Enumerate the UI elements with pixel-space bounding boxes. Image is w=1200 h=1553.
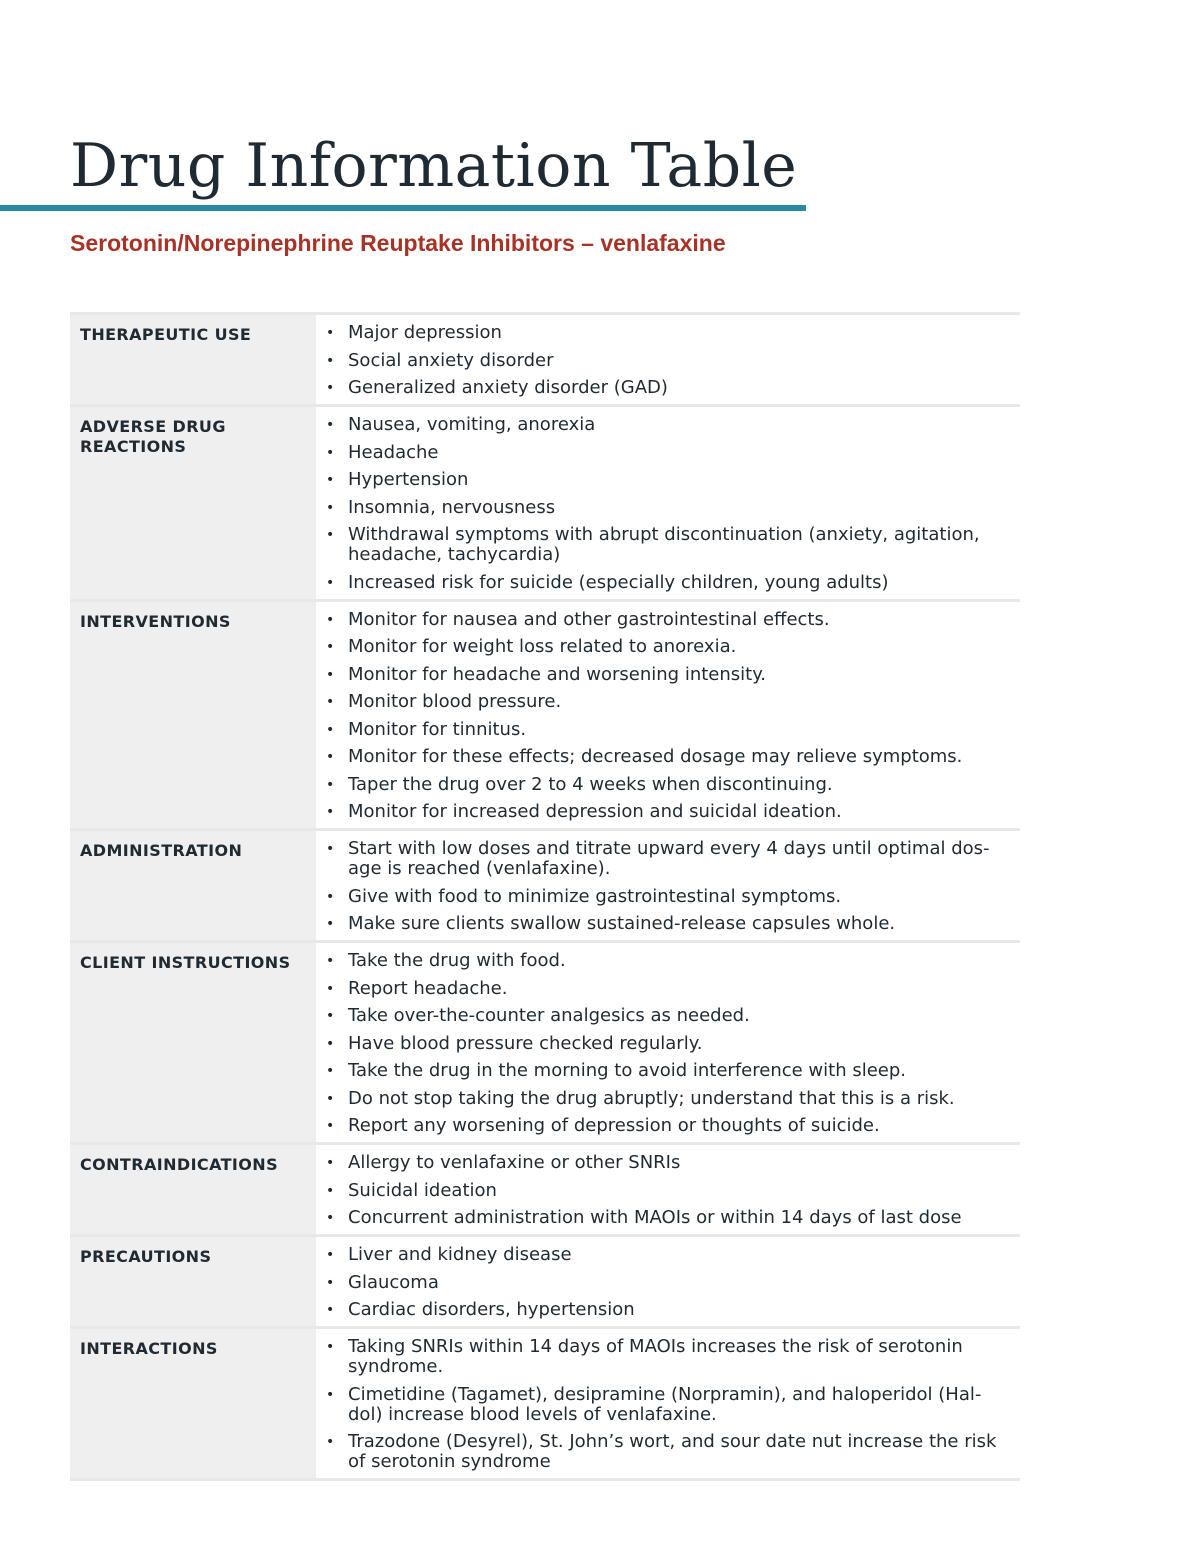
bullet-list	[326, 415, 1004, 593]
list-item: • Start with low doses and titrate upward every 4 days until optimal dos-age is reached (venlafaxine).	[326, 839, 1004, 879]
list-item: • Increased risk for suicide (especially children, young adults)	[326, 573, 1004, 593]
list-item: • Cimetidine (Tagamet), desipramine (Norpramin), and haloperidol (Hal-dol) increase blood levels of venlafaxine.	[326, 1385, 1004, 1425]
bullet-list	[326, 839, 1004, 934]
list-item: • Trazodone (Desyrel), St. John’s wort, and sour date nut increase the risk of serotonin syndrome	[326, 1432, 1004, 1472]
row-label-cell	[70, 943, 316, 1142]
row-label: PRECAUTIONS	[80, 1247, 212, 1266]
row-label-cell	[70, 602, 316, 829]
list-item: • Do not stop taking the drug abruptly; understand that this is a risk.	[326, 1089, 1004, 1109]
list-item: • Withdrawal symptoms with abrupt discontinuation (anxiety, agitation, headache, tachycardia)	[326, 525, 1004, 565]
row-content-cell	[316, 602, 1020, 829]
bullet-list	[326, 323, 1004, 398]
bullet-list	[326, 1245, 1004, 1320]
list-item: • Take over-the-counter analgesics as needed.	[326, 1006, 1004, 1026]
list-item: • Concurrent administration with MAOIs or within 14 days of last dose	[326, 1208, 1004, 1228]
list-item: • Insomnia, nervousness	[326, 498, 1004, 518]
list-item: • Monitor for tinnitus.	[326, 720, 1004, 740]
bullet-list	[326, 951, 1004, 1136]
list-item: • Monitor for nausea and other gastrointestinal effects.	[326, 610, 1004, 630]
list-item: • Hypertension	[326, 470, 1004, 490]
list-item: • Take the drug with food.	[326, 951, 1004, 971]
list-item: • Allergy to venlafaxine or other SNRIs	[326, 1153, 1004, 1173]
row-label-cell	[70, 1237, 316, 1326]
list-item: • Taper the drug over 2 to 4 weeks when discontinuing.	[326, 775, 1004, 795]
row-label: INTERACTIONS	[80, 1339, 218, 1358]
row-content-cell	[316, 1145, 1020, 1234]
list-item: • Monitor for weight loss related to anorexia.	[326, 637, 1004, 657]
list-item: • Headache	[326, 443, 1004, 463]
title-underline	[0, 205, 806, 211]
table-row	[70, 602, 1020, 832]
row-label: INTERVENTIONS	[80, 611, 231, 631]
row-label-cell	[70, 315, 316, 404]
list-item: • Have blood pressure checked regularly.	[326, 1034, 1004, 1054]
bullet-list	[326, 1153, 1004, 1228]
row-label: ADVERSE DRUG REACTIONS	[80, 417, 226, 456]
list-item: • Major depression	[326, 323, 1004, 343]
table-row	[70, 1145, 1020, 1237]
drug-info-table	[70, 312, 1020, 1481]
row-label-cell	[70, 831, 316, 940]
row-content-cell	[316, 943, 1020, 1142]
row-label-cell	[70, 1329, 316, 1478]
table-row	[70, 943, 1020, 1145]
list-item: • Taking SNRIs within 14 days of MAOIs increases the risk of serotonin syndrome.	[326, 1337, 1004, 1377]
list-item: • Generalized anxiety disorder (GAD)	[326, 378, 1004, 398]
row-content-cell	[316, 831, 1020, 940]
row-content-cell	[316, 1237, 1020, 1326]
list-item: • Take the drug in the morning to avoid interference with sleep.	[326, 1061, 1004, 1081]
row-content-cell	[316, 315, 1020, 404]
bullet-list	[326, 610, 1004, 823]
page-title: Drug Information Table	[70, 131, 798, 201]
row-label: CLIENT INSTRUCTIONS	[80, 953, 291, 972]
list-item: • Monitor blood pressure.	[326, 692, 1004, 712]
list-item: • Monitor for increased depression and suicidal ideation.	[326, 802, 1004, 822]
row-label-cell	[70, 407, 316, 599]
row-label: ADMINISTRATION	[80, 841, 243, 860]
list-item: • Nausea, vomiting, anorexia	[326, 415, 1004, 435]
table-row	[70, 407, 1020, 602]
list-item: • Suicidal ideation	[326, 1181, 1004, 1201]
table-row	[70, 315, 1020, 407]
row-label-cell	[70, 1145, 316, 1234]
list-item: • Monitor for these effects; decreased dosage may relieve symptoms.	[326, 747, 1004, 767]
table-row	[70, 831, 1020, 943]
list-item: • Report headache.	[326, 979, 1004, 999]
list-item: • Cardiac disorders, hypertension	[326, 1300, 1004, 1320]
row-label: THERAPEUTIC USE	[80, 325, 252, 344]
table-row	[70, 1329, 1020, 1481]
list-item: • Glaucoma	[326, 1273, 1004, 1293]
list-item: • Make sure clients swallow sustained-release capsules whole.	[326, 914, 1004, 934]
list-item: • Liver and kidney disease	[326, 1245, 1004, 1265]
row-content-cell	[316, 407, 1020, 599]
list-item: • Report any worsening of depression or thoughts of suicide.	[326, 1116, 1004, 1136]
bullet-list	[326, 1337, 1004, 1472]
list-item: • Social anxiety disorder	[326, 351, 1004, 371]
list-item: • Monitor for headache and worsening intensity.	[326, 665, 1004, 685]
row-label: CONTRAINDICATIONS	[80, 1155, 278, 1174]
drug-class-subtitle: Serotonin/Norepinephrine Reuptake Inhibitors – venlafaxine	[70, 230, 726, 256]
list-item: • Give with food to minimize gastrointestinal symptoms.	[326, 887, 1004, 907]
table-row	[70, 1237, 1020, 1329]
row-content-cell	[316, 1329, 1020, 1478]
